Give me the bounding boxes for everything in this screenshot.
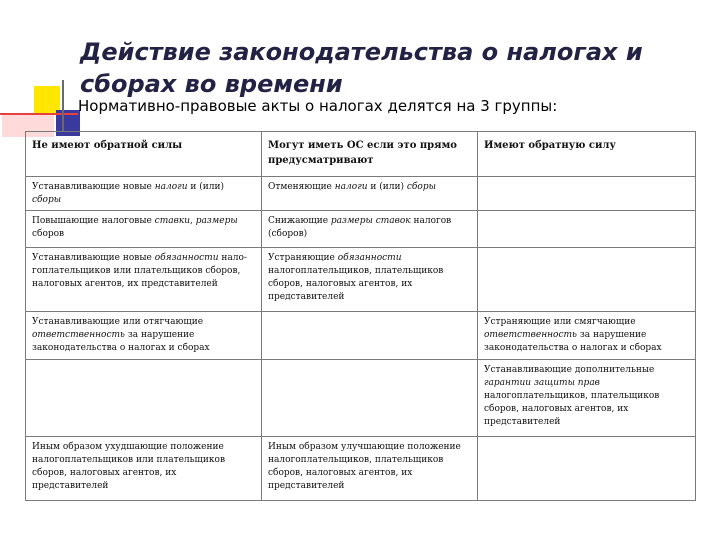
table-cell: Устраняющие обязанности налогоплательщиков, плательщиков сборов, налоговых агентов, их представителей	[262, 248, 478, 312]
header-retroactive: Имеют обратную силу	[478, 132, 696, 177]
table-row	[26, 360, 696, 437]
table-cell	[478, 177, 696, 211]
table-cell: Устанавливающие новые налоги и (или) сборы	[26, 177, 262, 211]
cell-emphasis: размеры ставок	[330, 216, 411, 226]
table-cell: Снижающие размеры ставок налогов (сборов)	[262, 211, 478, 248]
table-cell: Отменяющие налоги и (или) сборы	[262, 177, 478, 211]
table-header-row	[26, 132, 696, 177]
table-cell: Повышающие налоговые ставки, размеры сборов	[26, 211, 262, 248]
cell-emphasis: сборы	[406, 182, 436, 192]
table-cell	[26, 360, 262, 437]
table-cell: Устанавливающие или отягчающие ответственность за нарушение законодательства о налогах и сборах	[26, 312, 262, 360]
table-cell: Иным образом улучшающие положение налогоплательщиков, плательщиков сборов, налоговых агентов, их представителей	[262, 437, 478, 501]
cell-emphasis: ответственность	[484, 330, 577, 340]
table-row	[26, 437, 696, 501]
header-no-retroactive: Не имеют обратной силы	[26, 132, 262, 177]
table-cell: Устанавливающие новые обязанности нало-гоплательщиков или плательщиков сборов, налоговых агентов, их представителей	[26, 248, 262, 312]
table-cell	[478, 248, 696, 312]
decor-red-line	[0, 113, 78, 115]
cell-emphasis: обязанности	[337, 253, 402, 263]
cell-emphasis: гарантии защиты прав	[484, 378, 600, 388]
cell-emphasis: сборы	[32, 195, 62, 205]
page-title: Действие законодательства о налогах и сборах во времени	[80, 38, 643, 98]
groups-table	[25, 131, 696, 501]
table-cell: Иным образом ухудшающие положение налогоплательщиков или плательщиков сборов, налоговых агентов, их представителей	[26, 437, 262, 501]
table-cell	[478, 437, 696, 501]
cell-emphasis: обязанности	[154, 253, 219, 263]
cell-emphasis: налоги	[334, 182, 368, 192]
table-row	[26, 248, 696, 312]
table-row	[26, 312, 696, 360]
table-row	[26, 211, 696, 248]
cell-emphasis: ответственность	[32, 330, 125, 340]
table-row	[26, 177, 696, 211]
table-cell: Устанавливающие дополнительные гарантии защиты прав налогоплательщиков, плательщиков сборов, налоговых агентов, их представителей	[478, 360, 696, 437]
table-cell	[478, 211, 696, 248]
table-cell	[262, 312, 478, 360]
cell-emphasis: ставки, размеры	[154, 216, 238, 226]
table-cell	[262, 360, 478, 437]
cell-emphasis: налоги	[154, 182, 188, 192]
table-cell: Устраняющие или смягчающие ответственность за нарушение законодательства о налогах и сборах	[478, 312, 696, 360]
header-may-be-retroactive: Могут иметь ОС если это прямо предусматривают	[262, 132, 478, 177]
decor-vertical-line	[62, 80, 64, 132]
page-subtitle: Нормативно-правовые акты о налогах делятся на 3 группы:	[78, 97, 558, 115]
